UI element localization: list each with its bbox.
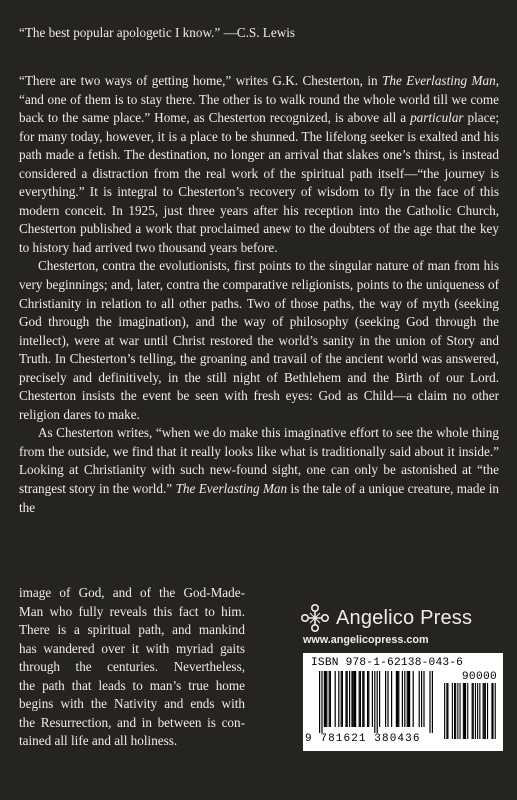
addon-bar — [452, 683, 453, 739]
barcode-bar — [396, 671, 397, 727]
publisher-block — [300, 603, 500, 646]
barcode-bar — [429, 671, 430, 733]
barcode-bar — [345, 671, 346, 727]
addon-bar — [444, 683, 445, 739]
ean13-bars — [309, 671, 435, 733]
barcode-bar — [402, 671, 403, 727]
addon-bar — [460, 683, 461, 739]
barcode-bar — [413, 671, 414, 727]
text-line: tained all life and all holiness. — [19, 733, 178, 749]
barcode-bar — [432, 671, 433, 733]
addon-bar — [446, 683, 447, 739]
barcode-bar — [372, 671, 373, 727]
text-line: the Resurrection, and in between is con- — [19, 714, 245, 730]
barcode-bar — [359, 671, 360, 727]
barcode-bar — [391, 671, 392, 727]
barcode-bar — [374, 671, 375, 733]
paragraph-1: “There are two ways of getting home,” writes G.K. Chesterton, in The Everlasting Man, “and one of them is to stay there. The other is to walk round the whole world till we come back to the same place.” Home, as Chesterton recognized, is above all a particular place; for many today, however, it is a place to be shunned. The lifelong seeker is exalted and his path made a fetish. The destination, no longer an arrival that slakes one’s thirst, is instead considered a distraction from the real work of the spiritual path itself—“the journey is everything.” It is integral to Chesterton’s recovery of wisdom to fly in the face of this modern conceit. In 1925, just three years after his reception into the Catholic Church, Chesterton published a work that proclaimed anew to the doubters of the age that the key to history had arrived two thousand years before. — [19, 73, 499, 255]
barcode-bar — [321, 671, 322, 733]
text-line: through the centuries. Nevertheless, — [19, 659, 245, 675]
barcode-bar — [324, 671, 325, 727]
addon-bar — [495, 683, 496, 739]
addon-bar — [473, 683, 474, 739]
barcode-bar — [385, 671, 386, 727]
barcode-bar — [407, 671, 408, 727]
addon-bar — [467, 683, 468, 739]
barcode-bar — [354, 671, 355, 727]
barcode-bar — [341, 671, 342, 727]
addon-bar — [477, 683, 478, 739]
addon-bar — [485, 683, 486, 739]
barcode-bar — [423, 671, 424, 727]
barcode-bar — [421, 671, 422, 727]
barcode-bar — [353, 671, 354, 727]
barcode-bar — [377, 671, 378, 733]
ean5-addon-bars — [441, 683, 497, 739]
barcode-bar — [419, 671, 420, 727]
barcode-bar — [363, 671, 364, 727]
barcode-bar — [387, 671, 388, 727]
endorsement-quote: “The best popular apologetic I know.” —C.S. Lewis — [19, 25, 296, 40]
addon-bar — [455, 683, 456, 739]
fleur-cross-icon — [300, 603, 330, 633]
barcode-bar — [319, 671, 320, 733]
publisher-name: Angelico Press — [336, 606, 473, 629]
text-line: There is a spiritual path, and mankind — [19, 622, 245, 638]
addon-bar — [457, 683, 458, 739]
addon-bar — [464, 683, 465, 739]
isbn-barcode — [303, 653, 503, 751]
barcode-bar — [325, 671, 326, 727]
barcode-bar — [335, 671, 336, 727]
barcode-bar — [379, 671, 380, 727]
emphasis: particular — [410, 110, 464, 126]
barcode-bar — [355, 671, 356, 727]
barcode-bar — [347, 671, 348, 727]
barcode-bar — [338, 671, 339, 727]
addon-bar — [447, 683, 448, 739]
price-code: 90000 — [461, 671, 497, 683]
barcode-bar — [368, 671, 369, 727]
text-line: image of God, and of the God-Made- — [19, 585, 245, 600]
book-title: The Everlasting Man — [175, 481, 288, 497]
addon-bar — [463, 683, 464, 739]
description-text-continued — [19, 584, 245, 751]
addon-bar — [465, 683, 466, 739]
barcode-bar — [398, 671, 399, 727]
addon-bar — [493, 683, 494, 739]
addon-bar — [487, 683, 488, 739]
text-line: Man who fully reveals this fact to him. — [19, 603, 245, 619]
paragraph-3: As Chesterton writes, “when we do make this imaginative effort to see the whole thing from the outside, we find that it really looks like what is traditionally said about it inside.” Looking at Christianity with such new-found sight, one can only be astonished at “the strangest story in the world.” The Everlasting Man is the tale of a unique creature, made in the — [19, 425, 499, 515]
addon-bar — [484, 683, 485, 739]
barcode-bar — [409, 671, 410, 727]
ean-digits: 9 781621 380436 — [305, 733, 421, 745]
barcode-bar — [326, 671, 327, 727]
barcode-bar — [408, 671, 409, 727]
barcode-bar — [329, 671, 330, 727]
text-line: begins with the Nativity and ends with — [19, 696, 245, 712]
barcode-bar — [349, 671, 350, 727]
text-line: the path that leads to man’s true home — [19, 677, 245, 693]
publisher-url: www.angelicopress.com — [303, 634, 429, 646]
barcode-bar — [360, 671, 361, 727]
barcode-bar — [351, 671, 352, 727]
book-title: The Everlasting Man — [382, 73, 496, 88]
barcode-bar — [362, 671, 363, 727]
barcode-bar — [404, 671, 405, 727]
barcode-bar — [342, 671, 343, 727]
addon-bar — [475, 683, 476, 739]
barcode-bar — [330, 671, 331, 727]
text-line: has wandered over it with myriad gaits — [19, 640, 245, 656]
addon-bar — [479, 683, 480, 739]
barcode-bar — [367, 671, 368, 727]
addon-bar — [454, 683, 455, 739]
addon-bar — [483, 683, 484, 739]
description-text — [19, 72, 499, 517]
isbn-label: ISBN 978-1-62138-043-6 — [311, 657, 464, 669]
barcode-bar — [397, 671, 398, 727]
addon-bar — [472, 683, 473, 739]
addon-bar — [491, 683, 492, 739]
paragraph-2: Chesterton, contra the evolutionists, first points to the singular nature of man from his very beginnings; and, later, contra the comparative religionists, points to the uniqueness of Christianity in relation to all other paths. Two of those paths, the way of myth (seeking God through the imagination), and the way of philosophy (seeking God through the intellect), were at war until Christ restored the world’s sanity in the union of Story and Truth. In Chesterton’s telling, the groaning and travail of the ancient world was answered, precisely and definitively, in the still night of Bethlehem and the Birth of our Lord. Chesterton insists the event be seen with fresh eyes: God as Child—a claim no other religion dares to make. — [19, 258, 499, 422]
